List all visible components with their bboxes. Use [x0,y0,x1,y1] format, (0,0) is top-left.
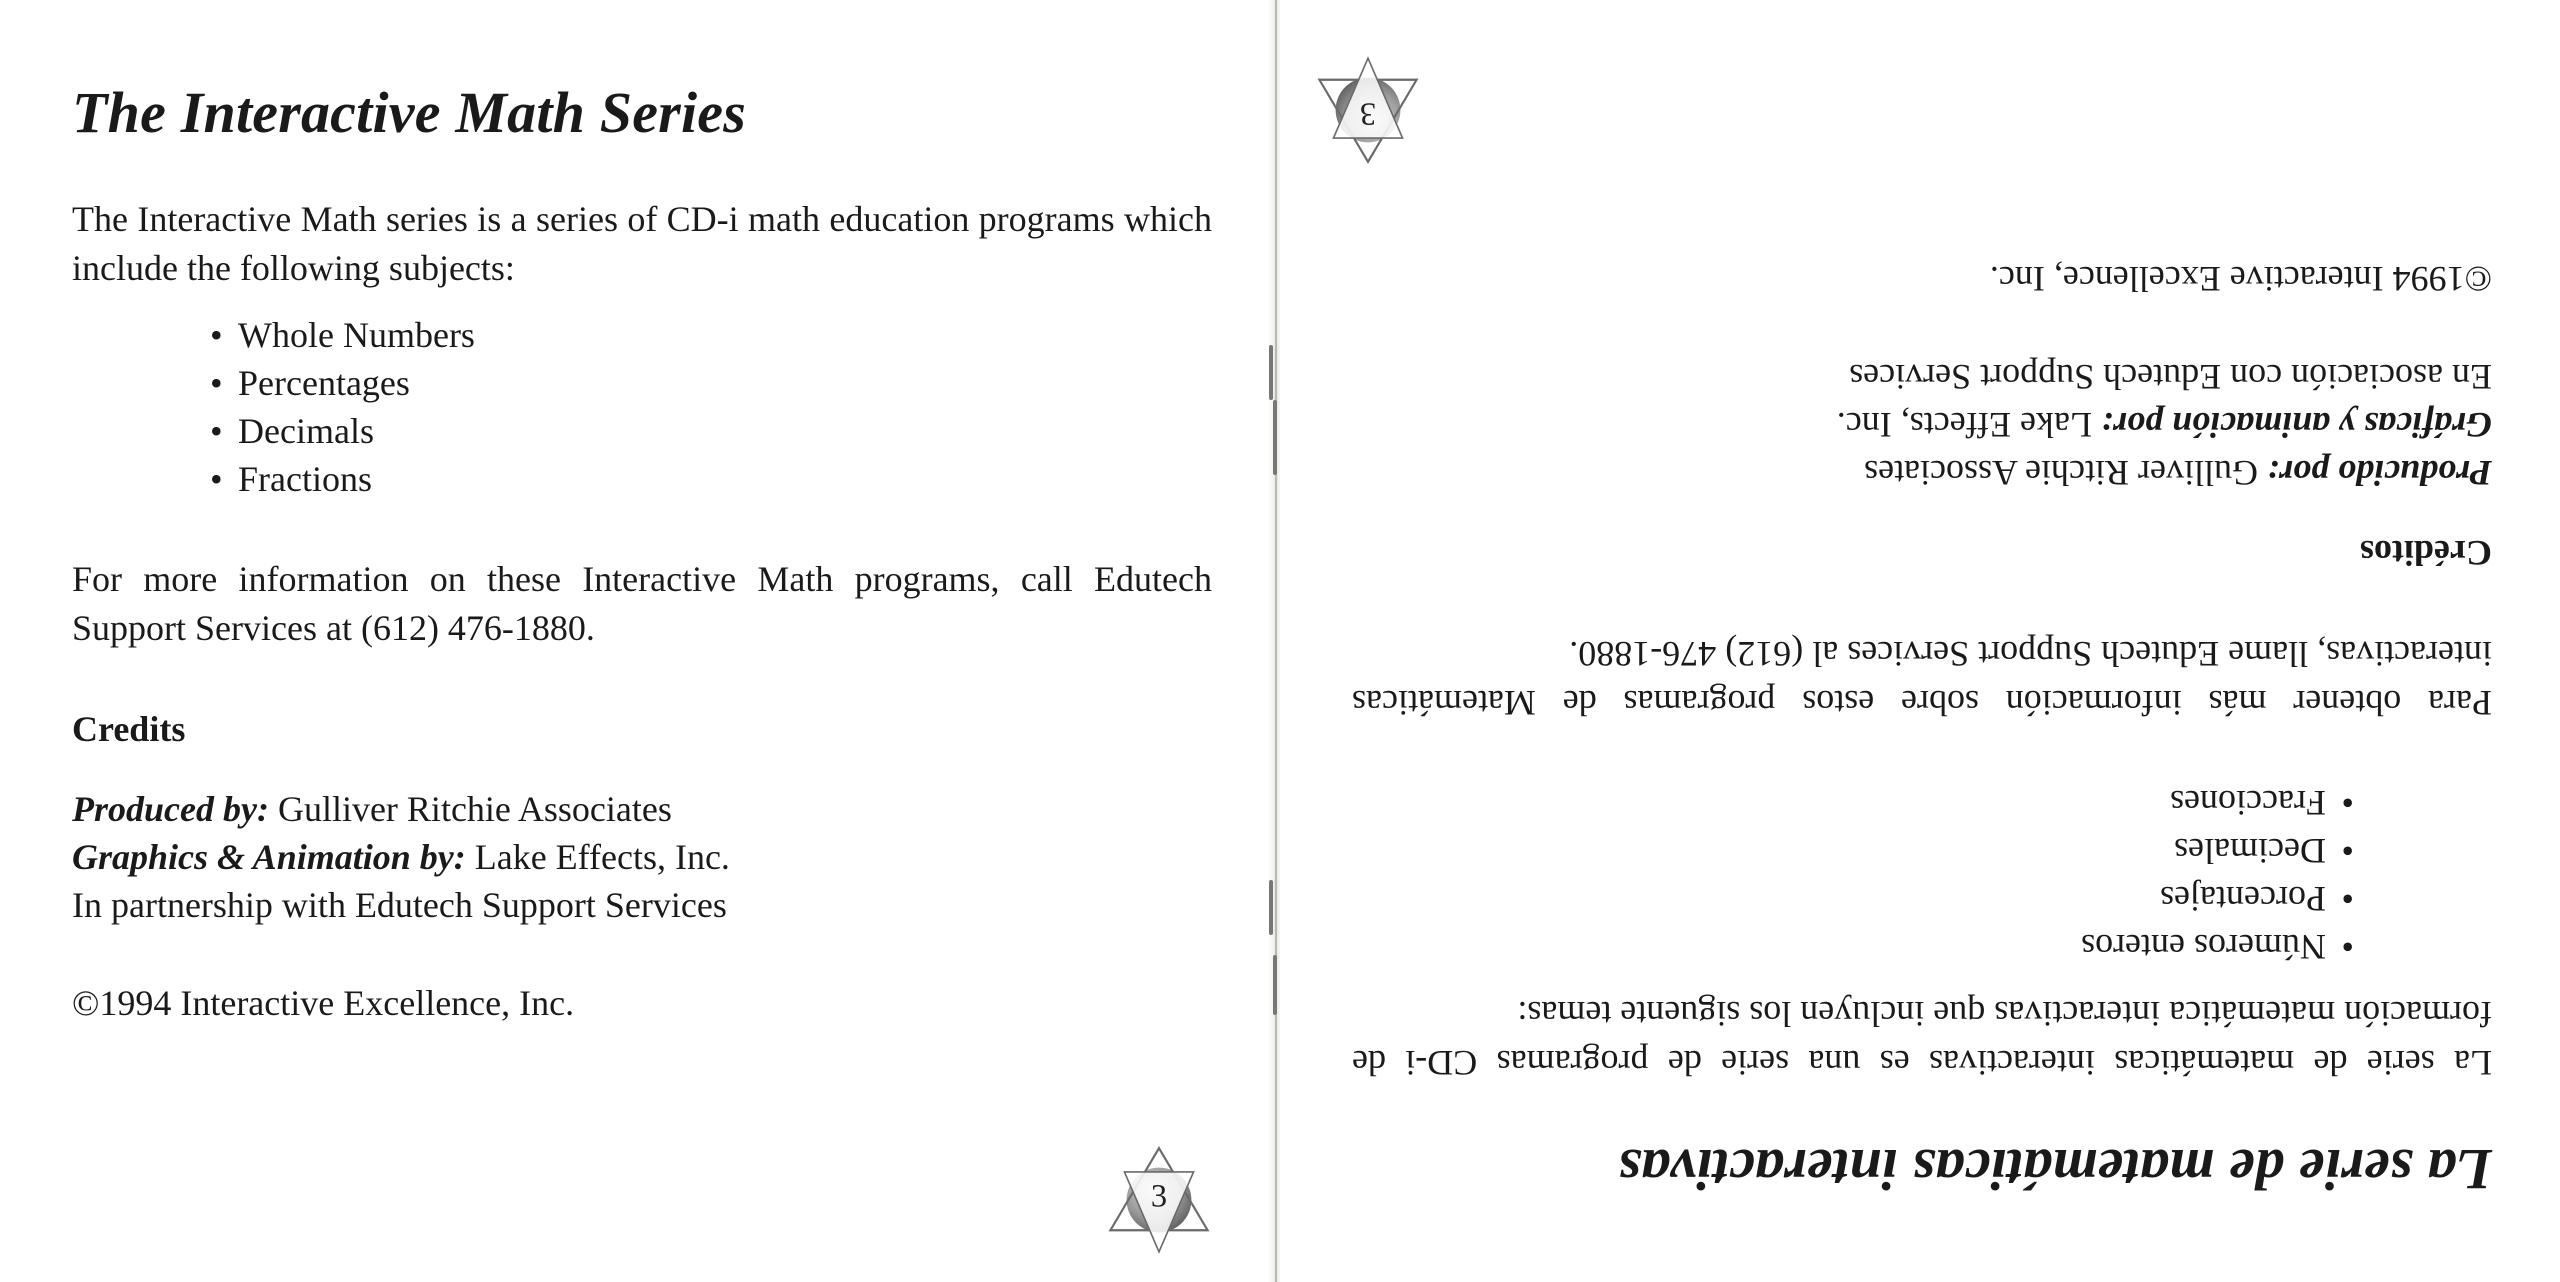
subject-list [72,311,1212,503]
subject-list [1352,779,2492,971]
list-item: •Decimales [2174,831,2354,872]
page-number: 3 [1359,95,1377,132]
graphics-by-line [72,833,1212,881]
graphics-by-value: Lake Effects, Inc. [1836,405,2101,446]
list-item: • Whole Numbers [210,314,475,355]
list-item: • Decimals [210,410,374,451]
intro-paragraph: La serie de matemáticas interactivas es una serie de programas CD-i de formación matemática interactivas que incluyen los siguente temas: [1352,994,2492,1084]
credits-heading: Créditos [2360,533,2492,574]
list-item: •Números enteros [2081,927,2354,968]
produced-by-line [1352,449,2492,497]
list-item: •Fracciones [2170,783,2354,824]
page-number: 3 [1150,1178,1168,1215]
produced-by-value: Gulliver Ritchie Associates [1864,453,2267,494]
graphics-by-line [1352,401,2492,449]
list-item: • Percentages [210,362,410,403]
spanish-page [1280,0,2560,1282]
produced-by-value: Gulliver Ritchie Associates [268,788,672,829]
page-title: La serie de matemáticas interactivas [1618,1137,2492,1202]
subject-label: Fractions [238,458,372,499]
graphics-by-label: Graphics & Animation by: [72,836,466,877]
copyright-line: ©1994 Interactive Excellence, Inc. [72,982,575,1023]
graphics-by-value: Lake Effects, Inc. [465,836,730,877]
english-page [0,0,1272,1282]
credits-heading: Credits [72,708,186,749]
list-item: •Porcentajes [2160,879,2354,920]
subject-label: Fracciones [2170,783,2326,824]
subject-label: Percentages [238,362,410,403]
produced-by-label: Producido por: [2267,453,2492,494]
page-title: The Interactive Math Series [72,80,746,145]
copyright-line: ©1994 Interactive Excellence, Inc. [1989,259,2492,300]
graphics-by-label: Gráficas y animación por: [2101,405,2492,446]
spanish-content [1352,255,2492,1202]
staple [1269,345,1273,400]
subject-label: Números enteros [2081,927,2326,968]
more-info-paragraph: For more information on these Interactive Math programs, call Edutech Support Services at (612) 476-1880. [72,558,1212,648]
subject-label: Whole Numbers [238,314,475,355]
english-content [72,80,1212,1027]
list-item: • Fractions [210,458,372,499]
staple [1269,880,1273,935]
more-info-paragraph: Para obtener más información sobre estos programas de Matemáticas interactivas, llame Edutech Support Services al (612) 476-1880. [1352,634,2492,724]
partnership-line: En asociación con Edutech Support Services [1849,357,2492,398]
staple [1273,955,1277,1015]
spanish-rotated-block [1280,0,2560,1282]
subject-label: Porcentajes [2160,879,2326,920]
produced-by-line [72,785,1212,833]
staple [1273,400,1277,475]
page-number-badge [1105,1146,1213,1254]
produced-by-label: Produced by: [72,788,269,829]
subject-label: Decimals [238,410,374,451]
page-number-badge [1314,56,1422,164]
partnership-line: In partnership with Edutech Support Services [72,884,727,925]
subject-label: Decimales [2174,831,2326,872]
intro-paragraph: The Interactive Math series is a series of CD-i math education programs which include the following subjects: [72,198,1212,288]
